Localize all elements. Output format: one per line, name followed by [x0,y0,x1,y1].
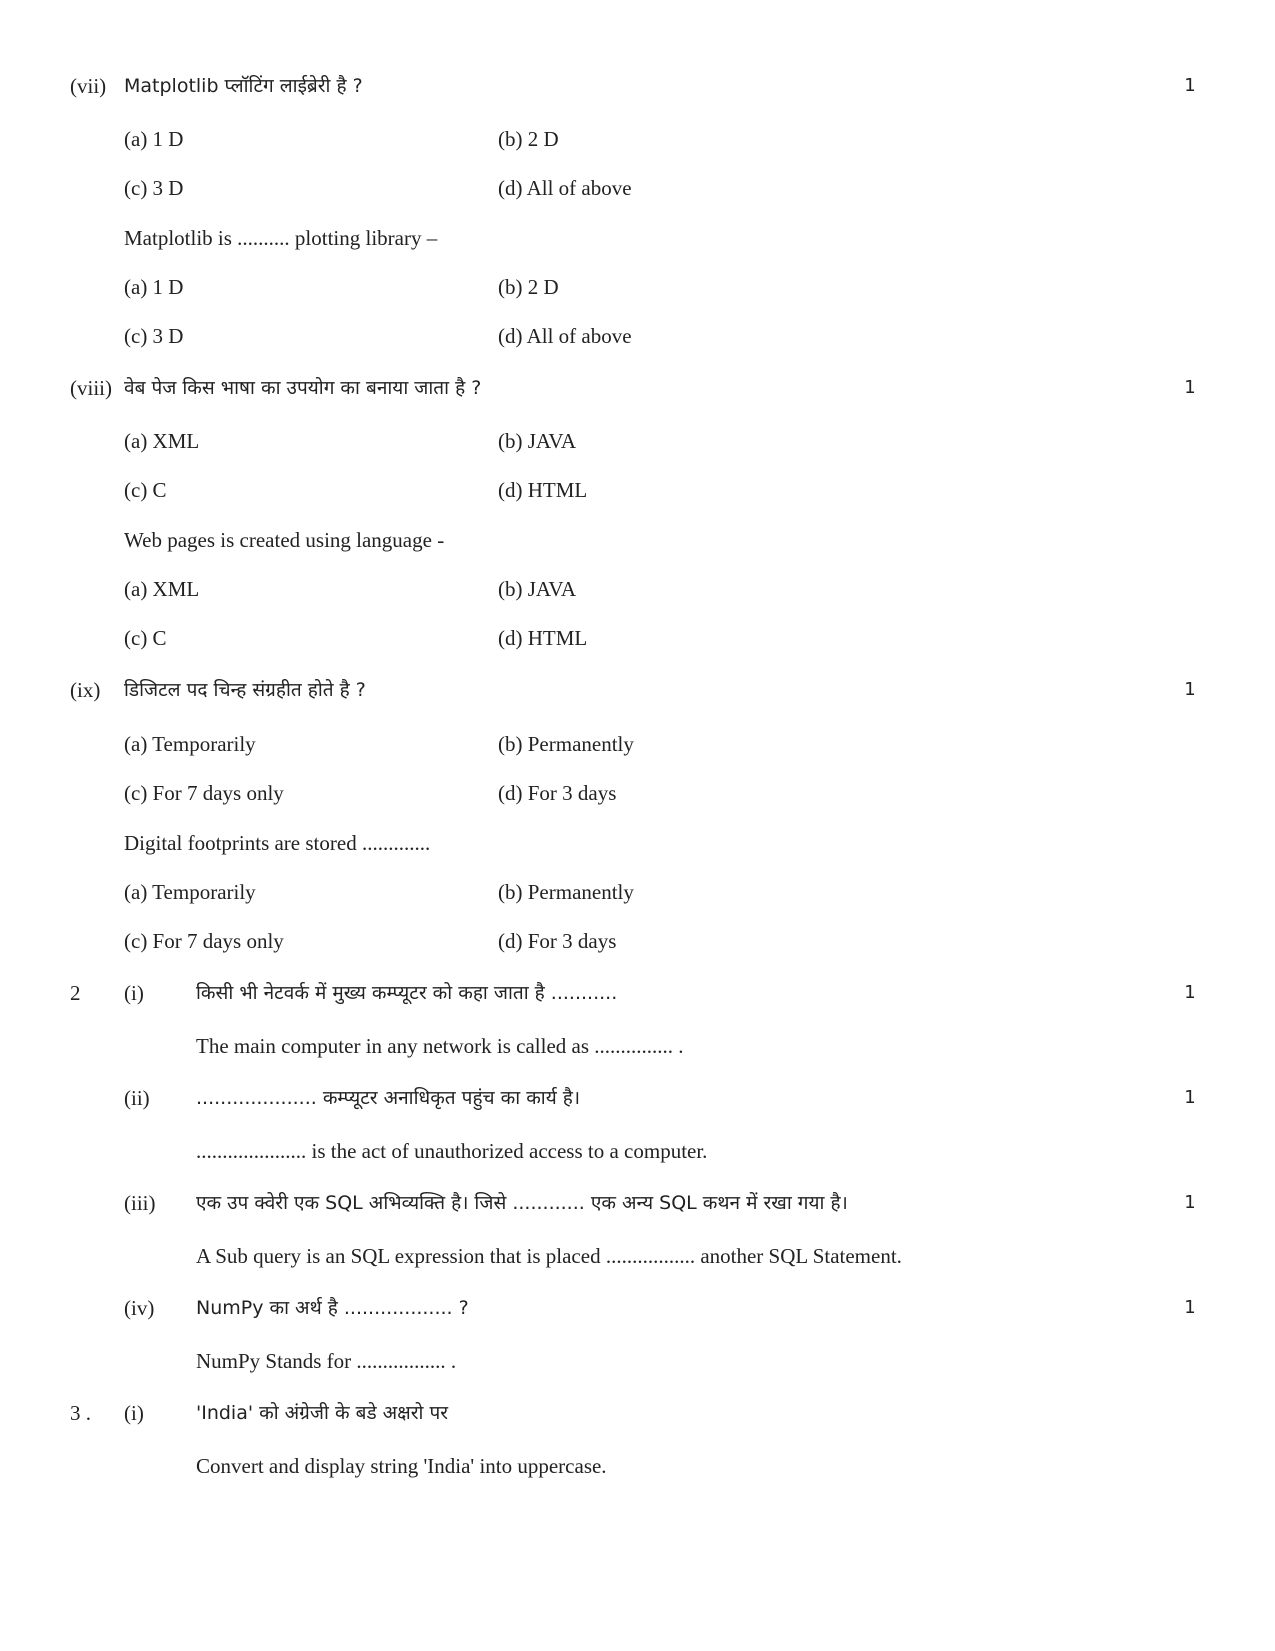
marks: 1 [1184,1087,1196,1108]
question-text-hindi: एक उप क्वेरी एक SQL अभिव्यक्ति है। जिसे ............ एक अन्य SQL कथन में रखा गया है। [196,1192,848,1214]
option-b: (b) JAVA [498,577,576,601]
marks: 1 [1184,679,1196,700]
question-text-hindi: Matplotlib प्लॉटिंग लाईब्रेरी है ? [124,75,363,97]
question-text-hindi: 'India' को अंग्रेजी के बडे अक्षरो पर [196,1402,449,1424]
option-c: (c) C [124,478,167,502]
option-d: (d) All of above [498,176,632,200]
marks: 1 [1184,982,1196,1003]
option-a: (a) Temporarily [124,732,256,756]
question-text-hindi: वेब पेज किस भाषा का उपयोग का बनाया जाता है ? [124,377,482,399]
question-number: (viii) [70,376,112,400]
option-d: (d) For 3 days [498,781,617,805]
option-a: (a) XML [124,577,200,601]
question-text-english: Matplotlib is .......... plotting library – [124,226,438,250]
option-c: (c) C [124,626,167,650]
question-text-hindi: NumPy का अर्थ है .................. ? [196,1297,469,1319]
option-c: (c) For 7 days only [124,781,284,805]
option-b: (b) JAVA [498,429,576,453]
option-a: (a) 1 D [124,275,184,299]
question-text-hindi: किसी भी नेटवर्क में मुख्य कम्प्यूटर को कहा जाता है ........... [196,982,618,1004]
question-number: (ix) [70,678,101,702]
question-text-english: Digital footprints are stored ............. [124,831,431,855]
marks: 1 [1184,75,1196,96]
question-text-english: The main computer in any network is called as ............... . [196,1034,684,1058]
question-text-hindi: डिजिटल पद चिन्ह संग्रहीत होते है ? [124,679,366,701]
marks: 1 [1184,1297,1196,1318]
option-d: (d) HTML [498,626,588,650]
question-text-english: ..................... is the act of unauthorized access to a computer. [196,1139,708,1163]
marks: 1 [1184,1192,1196,1213]
sub-question-number: (i) [124,981,144,1005]
question-text-english: Convert and display string 'India' into uppercase. [196,1454,607,1478]
sub-question-number: (iv) [124,1296,155,1320]
option-d: (d) For 3 days [498,929,617,953]
question-text-english: A Sub query is an SQL expression that is placed ................. another SQL Statement. [196,1244,902,1268]
option-c: (c) 3 D [124,176,184,200]
marks: 1 [1184,377,1196,398]
question-number: (vii) [70,74,107,98]
sub-question-number: (ii) [124,1086,150,1110]
option-a: (a) XML [124,429,200,453]
option-b: (b) 2 D [498,127,559,151]
option-d: (d) HTML [498,478,588,502]
option-b: (b) 2 D [498,275,559,299]
question-text-hindi: .................... कम्प्यूटर अनाधिकृत पहुंच का कार्य है। [196,1087,581,1109]
option-a: (a) 1 D [124,127,184,151]
question-text-english: Web pages is created using language - [124,528,445,552]
option-b: (b) Permanently [498,732,634,756]
option-b: (b) Permanently [498,880,634,904]
sub-question-number: (iii) [124,1191,156,1215]
question-text-english: NumPy Stands for ................. . [196,1349,457,1373]
question-number: 2 [70,981,81,1005]
question-number: 3 . [70,1401,91,1425]
option-a: (a) Temporarily [124,880,256,904]
sub-question-number: (i) [124,1401,144,1425]
option-c: (c) 3 D [124,324,184,348]
option-c: (c) For 7 days only [124,929,284,953]
option-d: (d) All of above [498,324,632,348]
